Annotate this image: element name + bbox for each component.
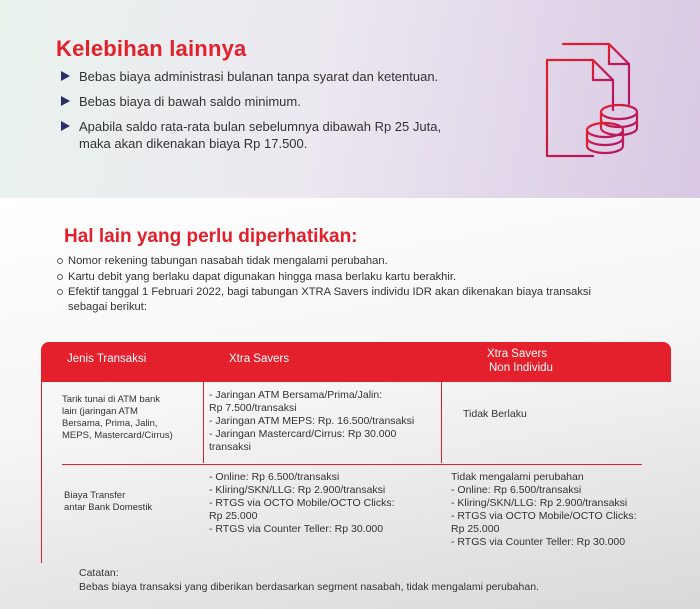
- header-non-individu: Xtra Savers Non Individu: [487, 348, 553, 374]
- header-transaction-type: Jenis Transaksi: [67, 353, 147, 365]
- row-divider: [62, 464, 642, 465]
- table-cell-nonindividu-transfer: Tidak mengalami perubahan - Online: Rp 6.500/transaksi - Kliring/SKN/LLG: Rp 2.900/transaksi - RTGS via OCTO Mobile/OCTO Clicks: Rp 25.000 - RTGS via Counter Teller: Rp 30.000: [451, 471, 637, 548]
- note-item: Kartu debit yang berlaku dapat digunakan hingga masa berlaku kartu berakhir.: [57, 270, 657, 285]
- table-cell-xtra-transfer: - Online: Rp 6.500/transaksi - Kliring/SKN/LLG: Rp 2.900/transaksi - RTGS via OCTO Mobile/OCTO Clicks: Rp 25.000 - RTGS via Counter Teller: Rp 30.000: [209, 471, 395, 535]
- triangle-bullet-icon: [61, 121, 70, 131]
- benefit-item: Bebas biaya di bawah saldo minimum.: [59, 93, 519, 110]
- fee-table: [41, 342, 671, 563]
- document-coins-icon: [535, 40, 645, 160]
- note-item: Efektif tanggal 1 Februari 2022, bagi tabungan XTRA Savers individu IDR akan dikenakan biaya transaksi sebagai berikut:: [57, 285, 657, 314]
- notes-title: Hal lain yang perlu diperhatikan:: [64, 226, 358, 247]
- column-divider: [203, 382, 204, 463]
- header-xtra-savers: Xtra Savers: [229, 353, 290, 365]
- table-cell-xtra-atm: - Jaringan ATM Bersama/Prima/Jalin: Rp 7.500/transaksi - Jaringan ATM MEPS: Rp. 16.500/transaksi - Jaringan Mastercard/Cirrus: Rp 30.000 transaksi: [209, 389, 415, 453]
- benefits-list: [59, 68, 519, 160]
- triangle-bullet-icon: [61, 96, 70, 106]
- footnote-text: Bebas biaya transaksi yang diberikan berdasarkan segment nasabah, tidak mengalami perubahan.: [79, 581, 539, 593]
- table-header: [41, 342, 671, 382]
- triangle-bullet-icon: [61, 71, 70, 81]
- column-divider: [441, 382, 442, 463]
- circle-bullet-icon: [57, 258, 63, 264]
- table-cell-type-atm: Tarik tunai di ATM bank lain (jaringan ATM Bersama, Prima, Jalin, MEPS, Mastercard/Cirrus): [62, 394, 173, 441]
- footnote-label: Catatan:: [79, 567, 119, 579]
- footnote: [79, 566, 539, 594]
- benefit-item: Bebas biaya administrasi bulanan tanpa syarat dan ketentuan.: [59, 68, 519, 85]
- circle-bullet-icon: [57, 274, 63, 280]
- note-item: Nomor rekening tabungan nasabah tidak mengalami perubahan.: [57, 254, 657, 269]
- circle-bullet-icon: [57, 289, 63, 295]
- table-body: [41, 382, 671, 563]
- benefits-title: Kelebihan lainnya: [56, 36, 247, 61]
- benefit-item: Apabila saldo rata-rata bulan sebelumnya dibawah Rp 25 Juta, maka akan dikenakan biaya Rp 17.500.: [59, 118, 519, 152]
- notes-list: [57, 254, 657, 315]
- table-cell-type-transfer: Biaya Transfer antar Bank Domestik: [64, 490, 153, 513]
- table-cell-nonindividu-atm: Tidak Berlaku: [463, 408, 527, 420]
